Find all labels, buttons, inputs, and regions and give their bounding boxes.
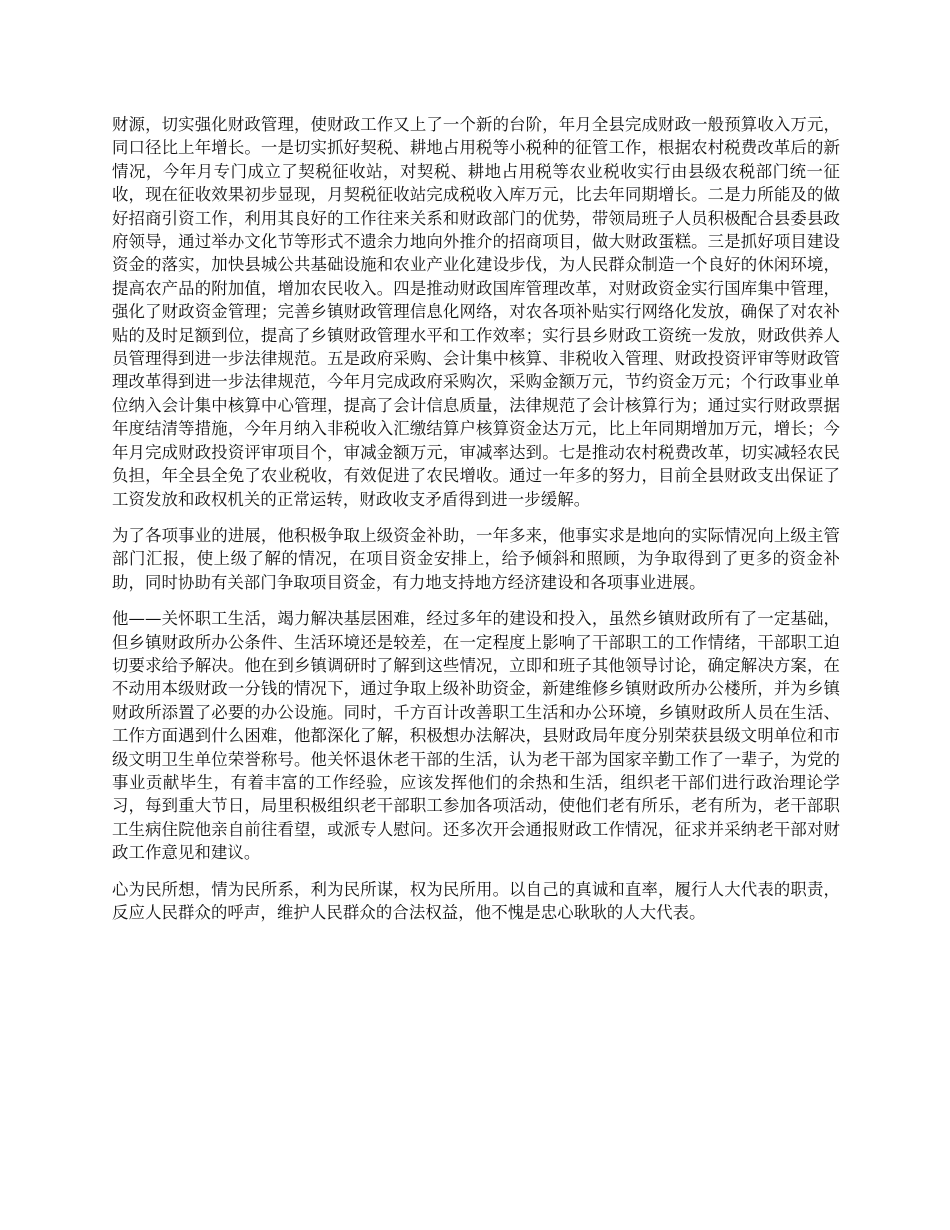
paragraph-1: 财源，切实强化财政管理，使财政工作又上了一个新的台阶，年月全县完成财政一般预算收入万元，同口径比上年增长。一是切实抓好契税、耕地占用税等小税种的征管工作，根据农村税费改革后的新情况，今年月专门成立了契税征收站，对契税、耕地占用税等农业税收实行由县级农税部门统一征收，现在征收效果初步显现，月契税征收站完成税收入库万元，比去年同期增长。二是力所能及的做好招商引资工作，利用其良好的工作往来关系和财政部门的优势，带领局班子人员积极配合县委县政府领导，通过举办文化节等形式不遗余力地向外推介的招商项目，做大财政蛋糕。三是抓好项目建设资金的落实，加快县城公共基础设施和农业产业化建设步伐，为人民群众制造一个良好的休闲环境，提高农产品的附加值，增加农民收入。四是推动财政国库管理改革，对财政资金实行国库集中管理，强化了财政资金管理；完善乡镇财政管理信息化网络，对农各项补贴实行网络化发放，确保了对农补贴的及时足额到位，提高了乡镇财政管理水平和工作效率；实行县乡财政工资统一发放，财政供养人员管理得到进一步法律规范。五是政府采购、会计集中核算、非税收入管理、财政投资评审等财政管理改革得到进一步法律规范，今年月完成政府采购次，采购金额万元，节约资金万元；个行政事业单位纳入会计集中核算中心管理，提高了会计信息质量，法律规范了会计核算行为；通过实行财政票据年度结清等措施，今年月纳入非税收入汇缴结算户核算资金达万元，比上年同期增加万元，增长；今年月完成财政投资评审项目个，审减金额万元，审减率达到。七是推动农村税费改革，切实减轻农民负担，年全县全免了农业税收，有效促进了农民增收。通过一年多的努力，目前全县财政支出保证了工资发放和政权机关的正常运转，财政收支矛盾得到进一步缓解。 <box>112 115 840 509</box>
paragraph-3: 他——关怀职工生活，竭力解决基层困难，经过多年的建设和投入，虽然乡镇财政所有了一定基础，但乡镇财政所办公条件、生活环境还是较差，在一定程度上影响了干部职工的工作情绪，干部职工迫切要求给予解决。他在到乡镇调研时了解到这些情况，立即和班子其他领导讨论，确定解决方案，在不动用本级财政一分钱的情况下，通过争取上级补助资金，新建维修乡镇财政所办公楼所，并为乡镇财政所添置了必要的办公设施。同时，千方百计改善职工生活和办公环境，乡镇财政所人员在生活、工作方面遇到什么困难，他都深化了解，积极想办法解决，县财政局年度分别荣获县级文明单位和市级文明卫生单位荣誉称号。他关怀退休老干部的生活，认为老干部为国家辛勤工作了一辈子，为党的事业贡献毕生，有着丰富的工作经验，应该发挥他们的余热和生活，组织老干部们进行政治理论学习，每到重大节日，局里积极组织老干部职工参加各项活动，使他们老有所乐，老有所为，老干部职工生病住院他亲自前往看望，或派专人慰问。还多次开会通报财政工作情况，征求并采纳老干部对财政工作意见和建议。 <box>112 609 840 863</box>
paragraph-2: 为了各项事业的进展，他积极争取上级资金补助，一年多来，他事实求是地向的实际情况向上级主管部门汇报，使上级了解的情况，在项目资金安排上，给予倾斜和照顾，为争取得到了更多的资金补助，同时协助有关部门争取项目资金，有力地支持地方经济建设和各项事业进展。 <box>112 525 840 592</box>
document-body <box>112 113 840 937</box>
paragraph-4: 心为民所想，情为民所系，利为民所谋，权为民所用。以自己的真诚和直率，履行人大代表的职责，反应人民群众的呼声，维护人民群众的合法权益，他不愧是忠心耿耿的人大代表。 <box>112 879 840 922</box>
